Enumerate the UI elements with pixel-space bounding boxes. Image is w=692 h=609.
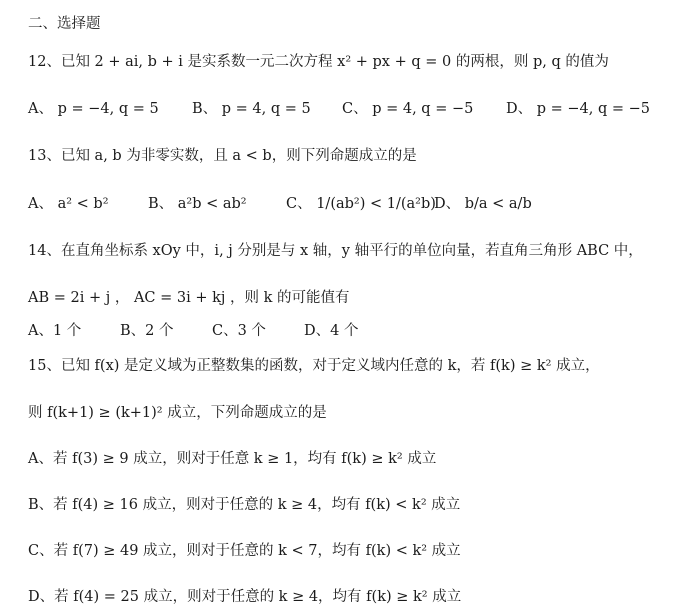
question-15-stem-line1 (28, 356, 600, 376)
question-15-option-b: B、若 f(4) ≥ 16 成立，则对于任意的 k ≥ 4，均有 f(k) < k² 成立 (28, 497, 461, 513)
question-14-number: 14、 (28, 243, 61, 259)
question-14-option-a: A、1 个 (28, 323, 82, 339)
question-13-option-d: D、 b/a < a/b (434, 196, 532, 212)
question-15-stem-text-1: 已知 f(x) 是定义域为正整数集的函数，对于定义域内任意的 k，若 f(k) ≥ k² 成立， (60, 358, 600, 374)
question-15-option-a: A、若 f(3) ≥ 9 成立，则对于任意 k ≥ 1，均有 f(k) ≥ k² 成立 (28, 451, 437, 467)
section-title: 二、选择题 (28, 16, 101, 32)
question-14-stem-text-1: 在直角坐标系 xOy 中，i, j 分别是与 x 轴，y 轴平行的单位向量，若直角三角形 ABC 中， (60, 243, 643, 259)
question-12-number: 12、 (28, 54, 61, 70)
question-12-stem-text: 已知 2 + ai, b + i 是实系数一元二次方程 x² + px + q = 0 的两根，则 p, q 的值为 (60, 54, 609, 70)
question-12-option-c: C、 p = 4, q = −5 (342, 101, 474, 117)
question-14-option-c: C、3 个 (212, 323, 266, 339)
question-14-stem-line1 (28, 241, 643, 261)
question-14-option-b: B、2 个 (120, 323, 174, 339)
question-12-option-a: A、 p = −4, q = 5 (28, 101, 159, 117)
question-14-option-d: D、4 个 (304, 323, 359, 339)
question-12-stem (28, 52, 609, 72)
question-15-option-d: D、若 f(4) = 25 成立，则对于任意的 k ≥ 4，均有 f(k) ≥ k² 成立 (28, 589, 462, 605)
question-12-option-d: D、 p = −4, q = −5 (506, 101, 651, 117)
question-12-option-b: B、 p = 4, q = 5 (192, 101, 311, 117)
question-13-stem-text: 已知 a, b 为非零实数，且 a < b，则下列命题成立的是 (60, 148, 417, 164)
question-15-stem-line2: 则 f(k+1) ≥ (k+1)² 成立，下列命题成立的是 (28, 405, 327, 421)
question-13-option-a: A、 a² < b² (28, 196, 109, 212)
question-13-option-c: C、 1/(ab²) < 1/(a²b) (286, 196, 436, 212)
question-13-stem (28, 146, 417, 166)
question-14-stem-line2: AB = 2i + j ， AC = 3i + kj ，则 k 的可能值有 (28, 290, 350, 306)
question-13-number: 13、 (28, 148, 61, 164)
question-15-number: 15、 (28, 358, 61, 374)
question-15-option-c: C、若 f(7) ≥ 49 成立，则对于任意的 k < 7，均有 f(k) < k² 成立 (28, 543, 461, 559)
question-13-option-b: B、 a²b < ab² (148, 196, 247, 212)
